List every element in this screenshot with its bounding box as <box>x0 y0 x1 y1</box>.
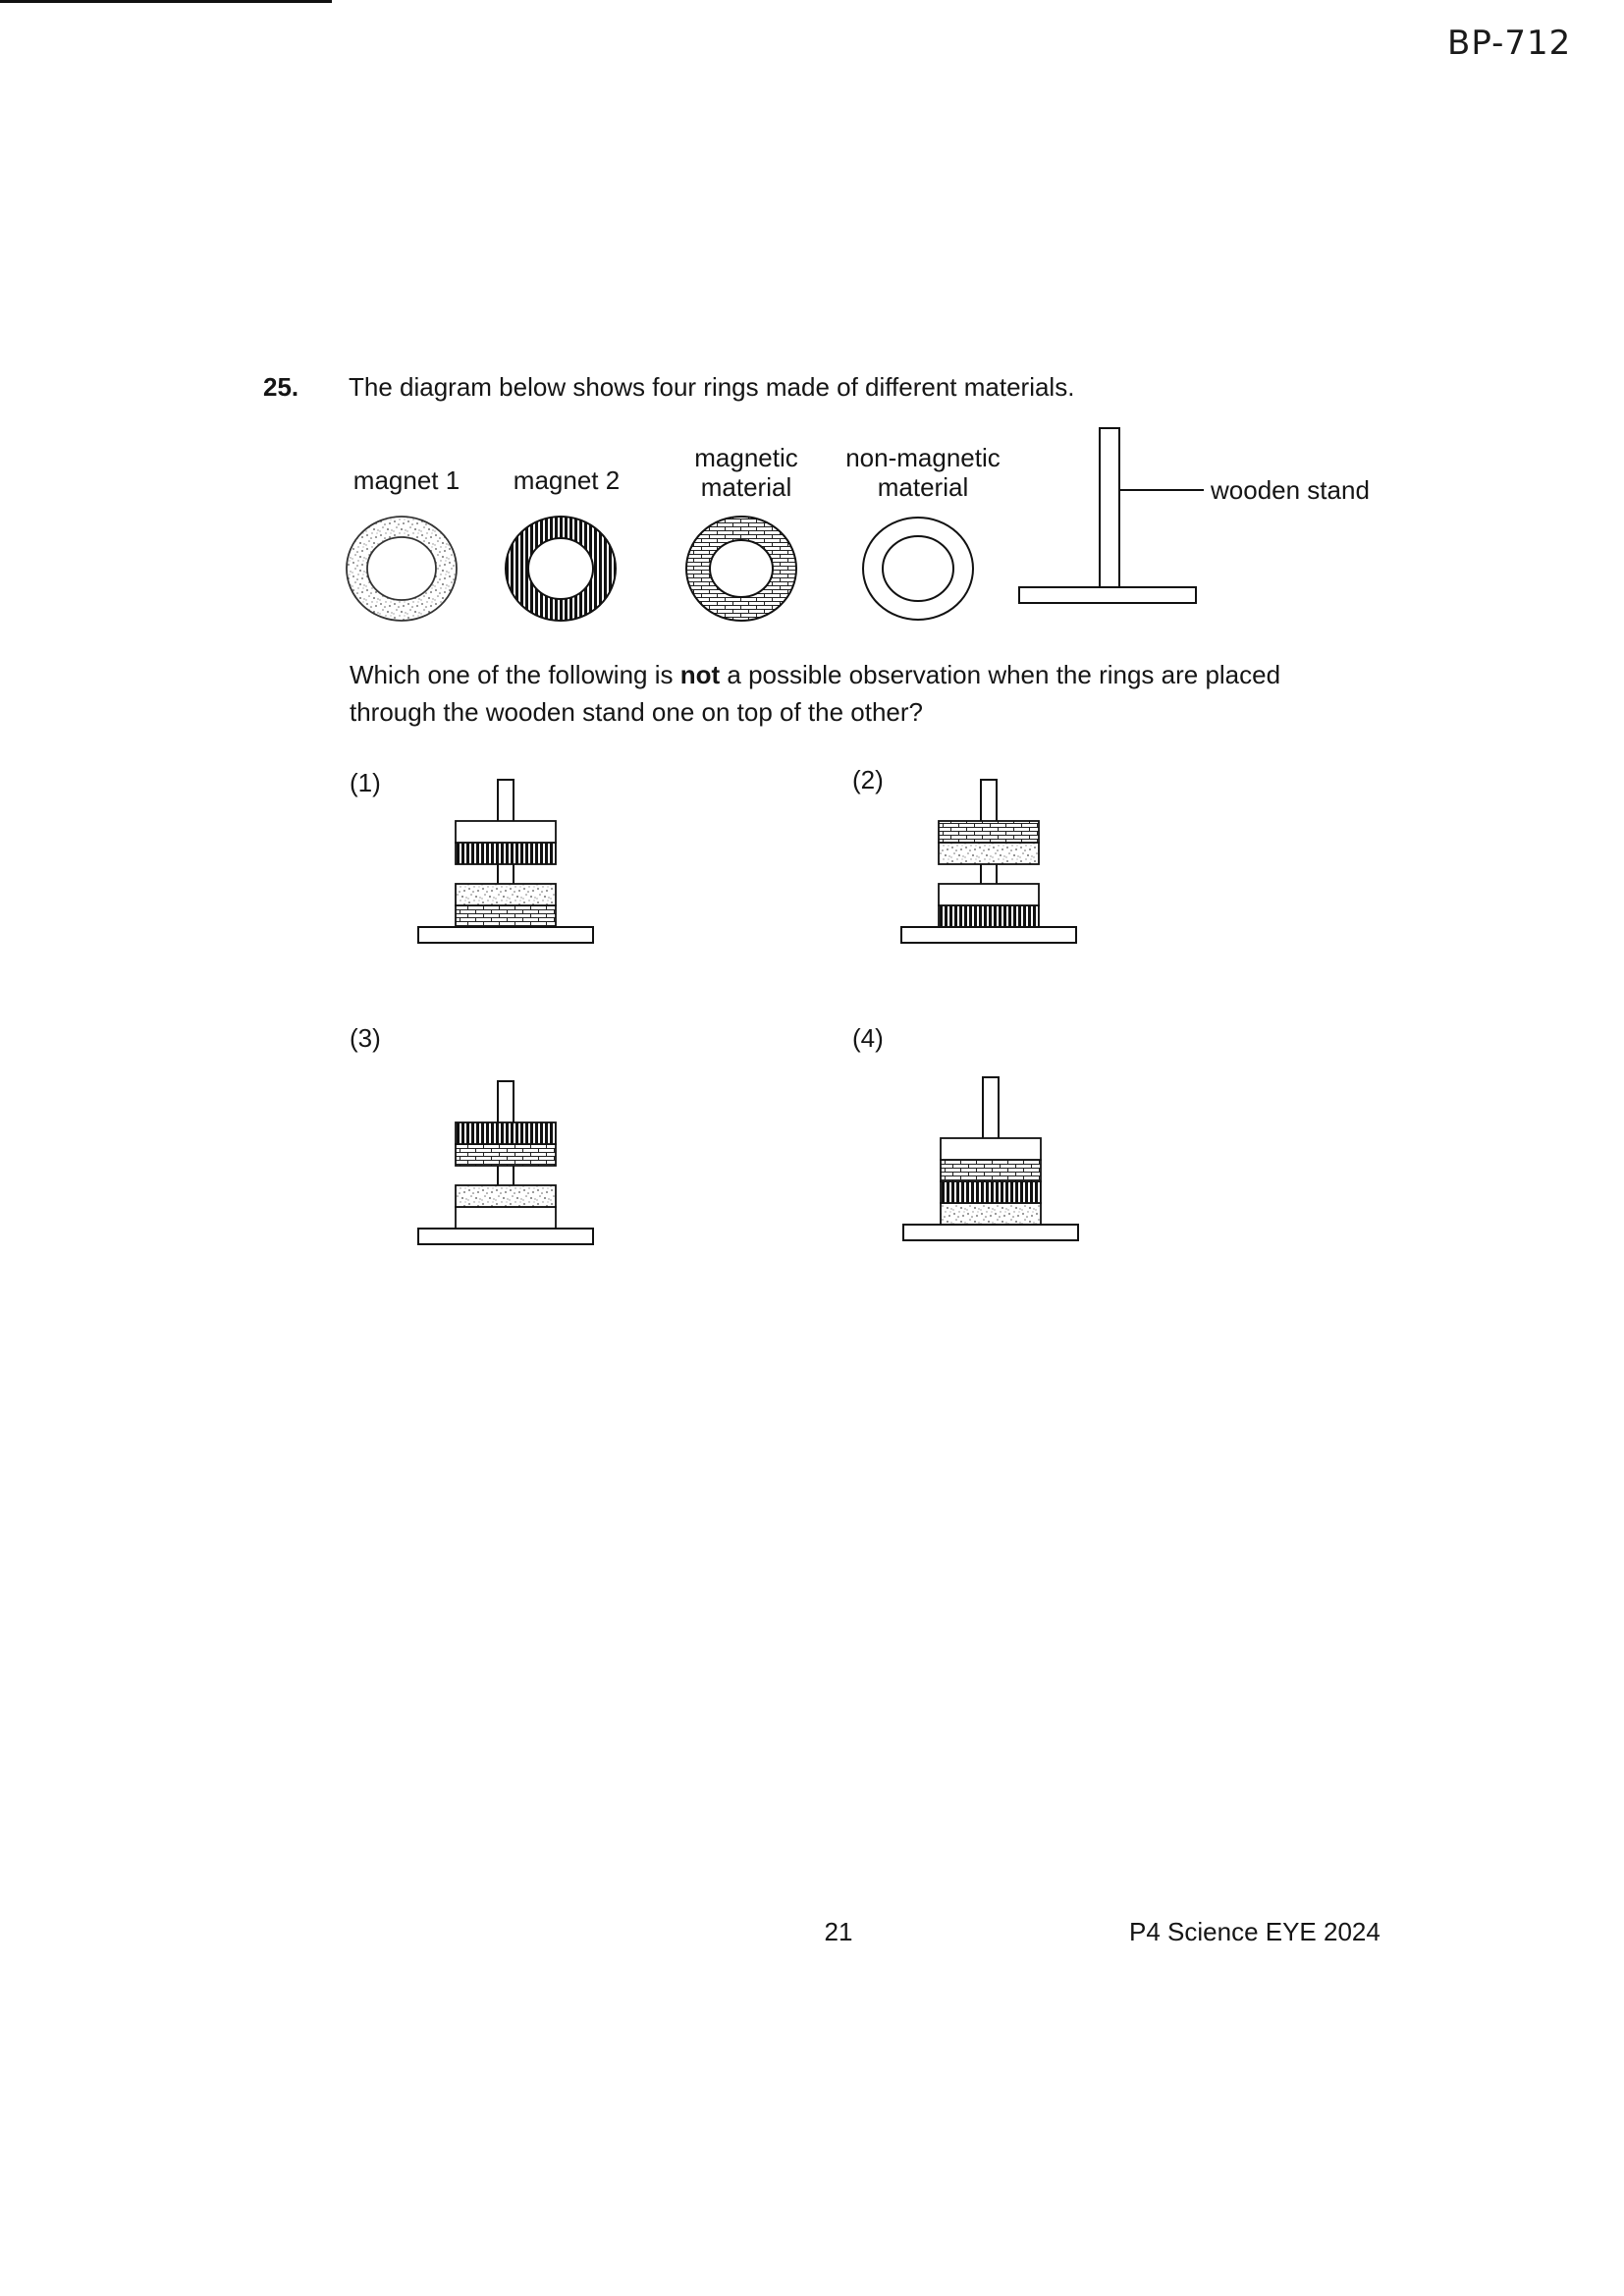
plain-ring-icon <box>456 821 556 843</box>
wooden-stand-base <box>1019 587 1196 603</box>
wooden-stand-base <box>418 927 593 943</box>
option-4-diagram <box>897 1073 1084 1242</box>
ring-magnet-2-icon <box>506 517 616 621</box>
option-4-label: (4) <box>852 1023 884 1053</box>
brick-ring-icon <box>456 1144 556 1166</box>
option-2-diagram <box>895 776 1082 945</box>
speckled-ring-icon <box>941 1203 1041 1225</box>
prompt-text: a possible observation when the rings are placed <box>720 660 1281 689</box>
plain-ring-icon <box>939 884 1039 905</box>
top-edge-rule <box>0 0 332 3</box>
ring-non-magnetic-material-icon <box>863 518 973 620</box>
option-1-label: (1) <box>350 768 381 797</box>
brick-ring-icon <box>941 1160 1041 1181</box>
wooden-stand-label: wooden stand <box>1211 475 1370 505</box>
prompt-text: Which one of the following is <box>350 660 680 689</box>
striped-ring-icon <box>456 843 556 864</box>
striped-ring-icon <box>941 1181 1041 1203</box>
wooden-stand-pole <box>1100 428 1119 587</box>
ring-hole <box>883 536 953 601</box>
ring-label-line: magnetic <box>694 443 798 472</box>
ring-hole <box>710 540 773 597</box>
ring-label-line: material <box>877 472 969 502</box>
prompt-emphasis: not <box>679 660 721 689</box>
page-number: 21 <box>824 1917 853 1946</box>
ring-stack <box>941 1138 1041 1225</box>
ring-label-line: magnet 2 <box>513 465 621 495</box>
wooden-stand-base <box>418 1229 593 1244</box>
plain-ring-icon <box>456 1207 556 1229</box>
wooden-stand-base <box>901 927 1076 943</box>
plain-ring-icon <box>941 1138 1041 1160</box>
wooden-stand-base <box>903 1225 1078 1240</box>
speckled-ring-icon <box>939 843 1039 864</box>
speckled-ring-icon <box>456 1185 556 1207</box>
ring-label-line: material <box>700 472 792 502</box>
rings-diagram <box>324 491 992 648</box>
speckled-ring-icon <box>456 884 556 905</box>
ring-hole <box>528 538 593 599</box>
option-3-label: (3) <box>350 1023 381 1053</box>
striped-ring-icon <box>939 905 1039 927</box>
question-number: 25. <box>263 372 299 402</box>
brick-ring-icon <box>939 821 1039 843</box>
paper-code: BP-712 <box>1447 24 1572 63</box>
option-1-diagram <box>412 776 599 945</box>
ring-label-line: magnet 1 <box>352 465 460 495</box>
ring-hole <box>367 537 436 600</box>
wooden-stand-diagram <box>1011 422 1208 609</box>
paper-title: P4 Science EYE 2024 <box>1129 1917 1380 1946</box>
ring-magnetic-material-icon <box>686 517 796 621</box>
question-stem: The diagram below shows four rings made of different materials. <box>349 372 1075 402</box>
option-2-label: (2) <box>852 765 884 794</box>
striped-ring-icon <box>456 1122 556 1144</box>
option-3-diagram <box>412 1077 599 1246</box>
ring-label-line: non-magnetic <box>845 443 1001 472</box>
prompt-line-1 <box>350 660 1280 689</box>
prompt-line-2: through the wooden stand one on top of the other? <box>350 697 924 727</box>
ring-magnet-1-icon <box>347 517 457 621</box>
brick-ring-icon <box>456 905 556 927</box>
